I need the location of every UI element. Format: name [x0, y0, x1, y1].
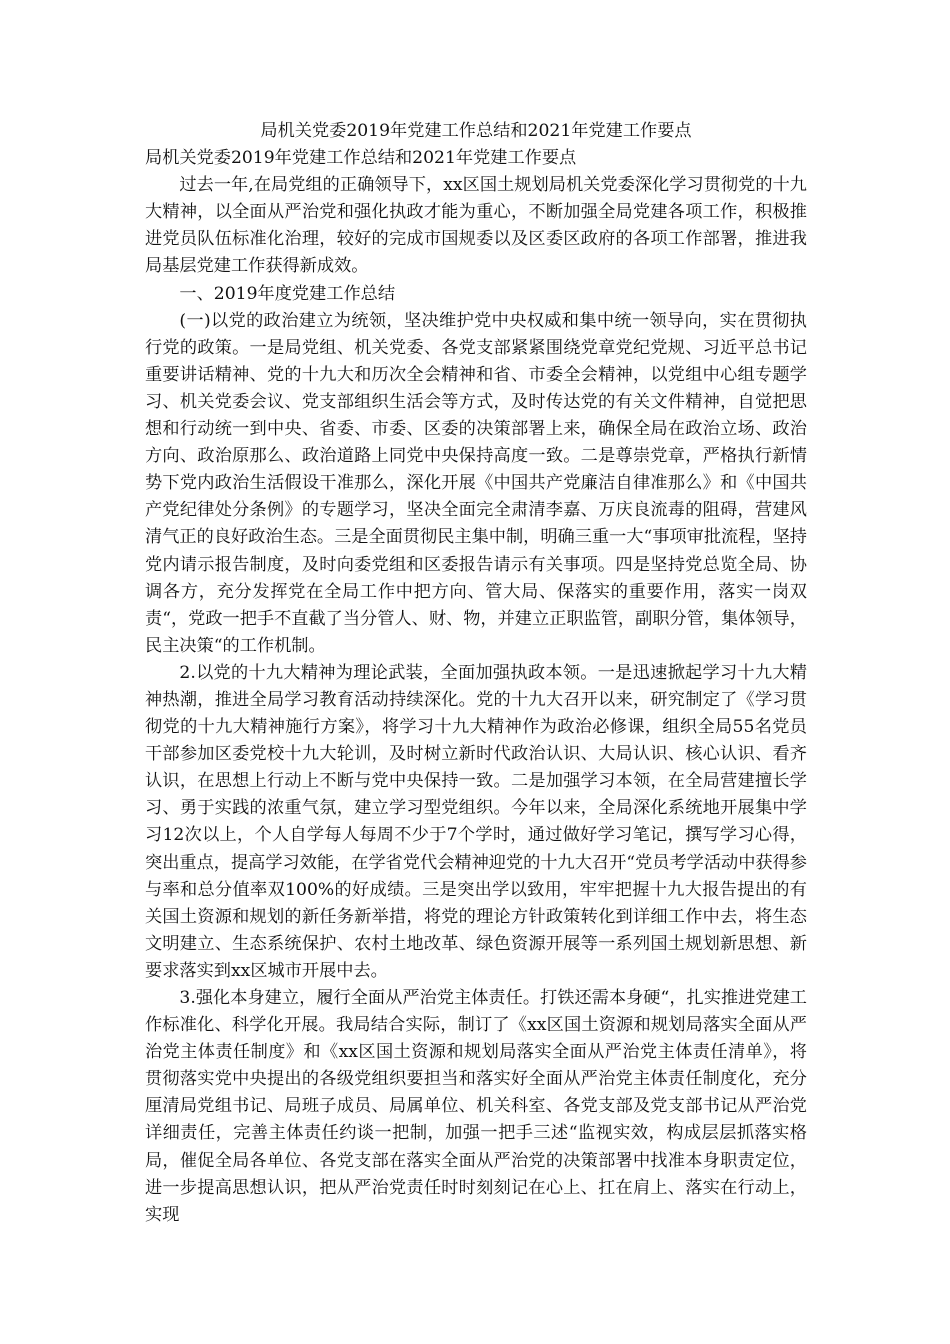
document-subtitle: 局机关党委2019年党建工作总结和2021年党建工作要点 [145, 148, 577, 169]
body-paragraph: 2.以党的十九大精神为理论武装，全面加强执政本领。一是迅速掀起学习十九大精神热潮，推进全局学习教育活动持续深化。党的十九大召开以来，研究制定了《学习贯彻党的十九大精神施行方案》，将学习十九大精神作为政治必修课，组织全局55名党员干部参加区委党校十九大轮训，及时树立新时代政治认识、大局认识、核心认识、看齐认识，在思想上行动上不断与党中央保持一致。二是加强学习本领，在全局营建擅长学习、勇于实践的浓重气氛，建立学习型党组织。今年以来，全局深化系统地开展集中学习12次以上，个人自学每人每周不少于7个学时，通过做好学习笔记，撰写学习心得，突出重点，提高学习效能，在学省党代会精神迎党的十九大召开“党员考学活动中获得参与率和总分值率双100%的好成绩。三是突出学以致用，牢牢把握十九大报告提出的有关国土资源和规划的新任务新举措，将党的理论方针政策转化到详细工作中去，将生态文明建立、生态系统保护、农村土地改革、绿色资源开展等一系列国土规划新思想、新要求落实到xx区城市开展中去。 [145, 662, 807, 981]
body-paragraph: (一)以党的政治建立为统领，坚决维护党中央权威和集中统一领导向，实在贯彻执行党的政策。一是局党组、机关党委、各党支部紧紧围绕党章党纪党规、习近平总书记重要讲话精神、党的十九大和历次全会精神和省、市委全会精神，以党组中心组专题学习、机关党委会议、党支部组织生活会等方式，及时传达党的有关文件精神，自觉把思想和行动统一到中央、省委、市委、区委的决策部署上来，确保全局在政治立场、政治方向、政治原那么、政治道路上同党中央保持高度一致。二是尊崇党章，严格执行新情势下党内政治生活假设干准那么，深化开展《中国共产党廉洁自律准那么》和《中国共产党纪律处分条例》的专题学习，坚决全面完全肃清李嘉、万庆良流毒的阻碍，营建风清气正的良好政治生态。三是全面贯彻民主集中制，明确三重一大“事项审批流程，坚持党内请示报告制度，及时向委党组和区委报告请示有关事项。四是坚持党总览全局、协调各方，充分发挥党在全局工作中把方向、管大局、保落实的重要作用，落实一岗双责“，党政一把手不直截了当分管人、财、物，并建立正职监管，副职分管，集体领导，民主决策“的工作机制。 [145, 310, 807, 656]
section-heading: 一、2019年度党建工作总结 [179, 283, 396, 304]
body-paragraph: 3.强化本身建立，履行全面从严治党主体责任。打铁还需本身硬“，扎实推进党建工作标准化、科学化开展。我局结合实际，制订了《xx区国土资源和规划局落实全面从严治党主体责任制度》和《xx区国土资源和规划局落实全面从严治党主体责任清单》，将贯彻落实党中央提出的各级党组织要担当和落实好全面从严治党主体责任制度化，充分厘清局党组书记、局班子成员、局属单位、机关科室、各党支部及党支部书记从严治党详细责任，完善主体责任约谈一把制，加强一把手三述“监视实效，构成层层抓落实格局，催促全局各单位、各党支部在落实全面从严治党的决策部署中找准本身职责定位，进一步提高思想认识，把从严治党责任时时刻刻记在心上、扛在肩上、落实在行动上，实现 [145, 988, 807, 1225]
intro-paragraph: 过去一年,在局党组的正确领导下，xx区国土规划局机关党委深化学习贯彻党的十九大精神，以全面从严治党和强化执政才能为重心，不断加强全局党建各项工作，积极推进党员队伍标准化治理，较好的完成市国规委以及区委区政府的各项工作部署，推进我局基层党建工作获得新成效。 [145, 175, 807, 277]
document-title: 局机关党委2019年党建工作总结和2021年党建工作要点 [260, 121, 692, 141]
document-body [145, 118, 807, 1229]
